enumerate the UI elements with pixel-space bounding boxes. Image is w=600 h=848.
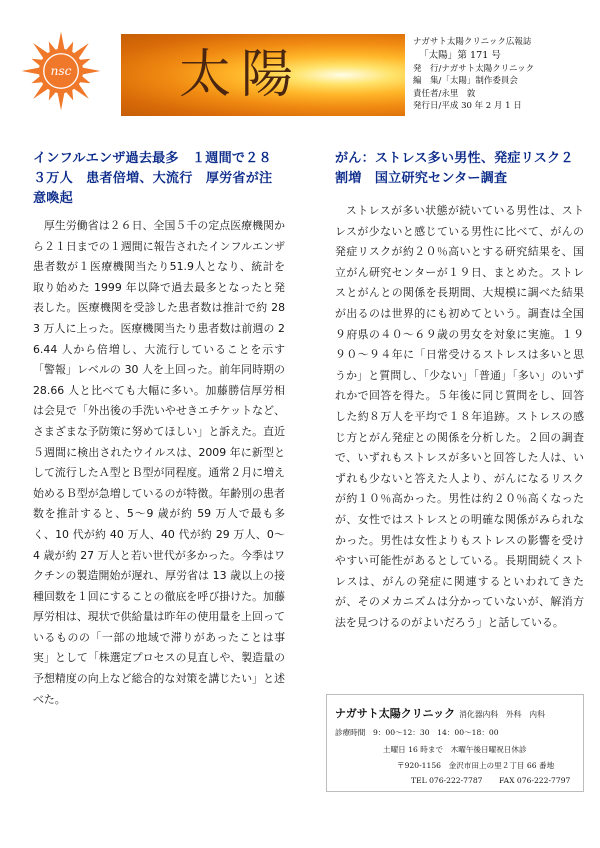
publication-name: ナガサト太陽クリニック広報誌 [413, 37, 532, 47]
article-headline-stress-cancer: がん：ストレス多い男性、発症リスク２割増 国立研究センター調査 [335, 151, 574, 186]
title-banner [121, 34, 405, 116]
responsible-person: 責任者/永里 敦 [413, 88, 476, 99]
newsletter-title: 太陽 [179, 45, 304, 105]
clinic-tel: TEL 076-222-7787 [411, 776, 483, 785]
clinic-hours: 診療時間 9：00～12：30 14：00～18：00 [335, 728, 499, 737]
clinic-departments: 消化器内科 外科 内科 [459, 710, 545, 719]
editor: 編 集/「太陽」制作委員会 [413, 76, 518, 87]
clinic-saturday: 土曜日 16 時まで 木曜午後日曜祝日休診 [383, 745, 527, 754]
logo-text: nsc [50, 64, 72, 79]
publication-info [413, 36, 593, 113]
clinic-logo [20, 30, 102, 112]
article-body-influenza: 厚生労働省は２６日、全国５千の定点医療機関から２１日までの１週間に報告されたインフルエンザ患者数が１医療機関当たり51.9人となり、統計を取り始めた 1999 年以降で過去最多となったと発表した。医療機関を受診した患者数は推計で約 283 万人に上った。医療機関当たり患者数は前週の 26.44 人から倍増し、大流行していることを示す「警報」レベルの 30 人を上回った。前年同時期の 28.66 人と比べても大幅に多い。加藤勝信厚労相は会見で「外出後の手洗いやせきエチケットなど、さまざまな予防策に努めてほしい」と訴えた。直近５週間に検出されたウイルスは、2009 年に新型として流行したＡ型とＢ型が同程度。通常２月に増え始めるＢ型が急増しているのが特徴。年齢別の患者数を推計すると、5～9 歳が約 59 万人で最も多く、10 代が約 40 万人、40 代が約 29 万人、0～4 歳が約 27 万人と若い世代が多かった。今季はワクチンの製造開始が遅れ、厚労省は 13 歳以上の接種回数を１回にすることの徹底を呼び掛けた。加藤厚労相は、現状で供給量は昨年の使用量を上回っているものの「一部の地域で滞りがあったことは事実」として「株選定プロセスの見直しや、製造量の予想精度の向上など総合的な対策を講じたい」と述べた。 [33, 219, 285, 706]
publisher: 発 行/ナガサト太陽クリニック [413, 63, 535, 74]
clinic-info-box [326, 694, 584, 792]
article-body-stress-cancer: ストレスが多い状態が続いている男性は、ストレスが少ないと感じている男性に比べて、がんの発症リスクが約２０％高いとする研究結果を、国立がん研究センターが１９日、まとめた。ストレスとがんとの関係を長期間、大規模に調べた結果が出るのは世界的にも初めてという。調査は全国９府県の４０～６９歳の男女を対象に実施。１９９０～９４年に「日常受けるストレスは多いと思うか」と質問し、「少ない」「普通」「多い」のいずれかで回答を得た。５年後に同じ質問をし、回答した約８万人を平均で１８年追跡。ストレスの感じ方とがん発症との関係を分析した。２回の調査で、いずれもストレスが多いと回答した人は、いずれも少ないと答えた人より、がんになるリスクが約１０％高かった。男性は約２０％高くなったが、女性ではストレスとの明確な関係がみられなかった。男性は女性よりもストレスの影響を受けやすい可能性があるとしている。長期間続くストレスは、がんの発症に関連するといわれてきたが、そのメカニズムは分かっていないが、解消方法を見つけるのがよいだろう」と話している。 [335, 204, 584, 629]
clinic-name: ナガサト太陽クリニック [335, 707, 456, 720]
clinic-address: 〒920-1156 金沢市田上の里２丁目 66 番地 [397, 761, 555, 770]
article-headline-influenza: インフルエンザ過去最多 １週間で２８３万人 患者倍増、大流行 厚労省が注意喚起 [33, 151, 273, 206]
issue-number: 「太陽」第 171 号 [419, 49, 501, 61]
issue-date: 発行日/平成 30 年 2 月 1 日 [413, 101, 522, 112]
clinic-fax: FAX 076-222-7797 [499, 776, 571, 785]
